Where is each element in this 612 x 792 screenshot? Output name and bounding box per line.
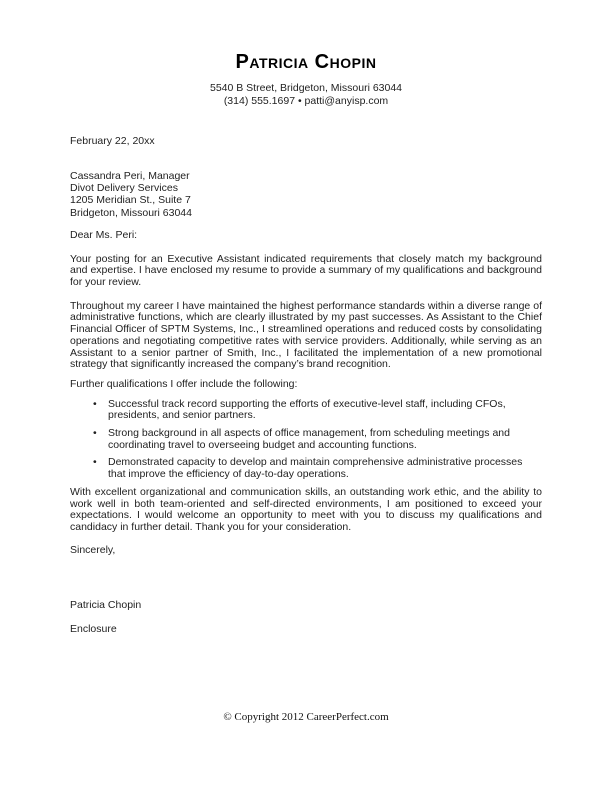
qualification-bullet-text: Successful track record supporting the efforts of executive-level staff, including CFOs, presidents, and senior partners. (108, 397, 506, 422)
paragraph-intro: Your posting for an Executive Assistant indicated requirements that closely match my background and expertise. I have enclosed my resume to provide a summary of my qualifications and background for your review. (70, 252, 542, 288)
signature-name: Patricia Chopin (70, 599, 142, 612)
bullet-icon: • (93, 397, 97, 410)
closing-paragraph: With excellent organizational and communication skills, an outstanding work ethic, and the ability to work well in both team-oriented and self-directed environments, I am positioned to exceed your expectations. I would welcome an opportunity to meet with you to discuss my qualifications and candidacy in further detail. Thank you for your consideration. (70, 485, 542, 533)
qualification-bullet-text: Demonstrated capacity to develop and maintain comprehensive administrative processes that improve the efficiency of day-to-day operations. (108, 456, 523, 481)
paragraph-experience: Throughout my career I have maintained the highest performance standards within a diverse range of administrative functions, which are clearly illustrated by my past successes. As Assistant to the Chief Financial Officer of SPTM Systems, Inc., I streamlined operations and reduced costs by consolidating operations and negotiating competitive rates with service providers. Additionally, while serving as an Assistant to a senior partner of Smith, Inc., I facilitated the implementation of a new promotional strategy that significantly increased the company’s brand recognition. (70, 299, 542, 371)
recipient-line: 1205 Meridian St., Suite 7 (70, 194, 191, 207)
qualification-bullet (70, 399, 542, 422)
qualification-bullet (70, 428, 542, 451)
enclosure-note: Enclosure (70, 623, 117, 636)
sender-address: 5540 B Street, Bridgeton, Missouri 63044 (209, 82, 403, 94)
salutation: Dear Ms. Peri: (70, 228, 138, 241)
letter-date: February 22, 20xx (70, 135, 155, 147)
qualification-bullet-text: Strong background in all aspects of office management, from scheduling meetings and coordinating travel to overseeing budget and accounting functions. (108, 427, 510, 451)
qualification-bullet (70, 457, 542, 480)
qualifications-lead: Further qualifications I offer include the following: (70, 377, 298, 390)
bullet-icon: • (93, 456, 97, 469)
copyright-footer: © Copyright 2012 CareerPerfect.com (223, 711, 389, 723)
letterhead (70, 51, 542, 108)
recipient-block (70, 170, 542, 219)
sender-name: Patricia Chopin (235, 51, 377, 73)
sender-contact: (314) 555.1697 • patti@anyisp.com (223, 95, 389, 107)
qualifications-list (70, 399, 542, 481)
bullet-icon: • (93, 427, 97, 440)
recipient-line: Divot Delivery Services (70, 182, 178, 194)
recipient-line: Cassandra Peri, Manager (70, 169, 190, 182)
recipient-line: Bridgeton, Missouri 63044 (70, 206, 192, 219)
signoff: Sincerely, (70, 543, 116, 556)
